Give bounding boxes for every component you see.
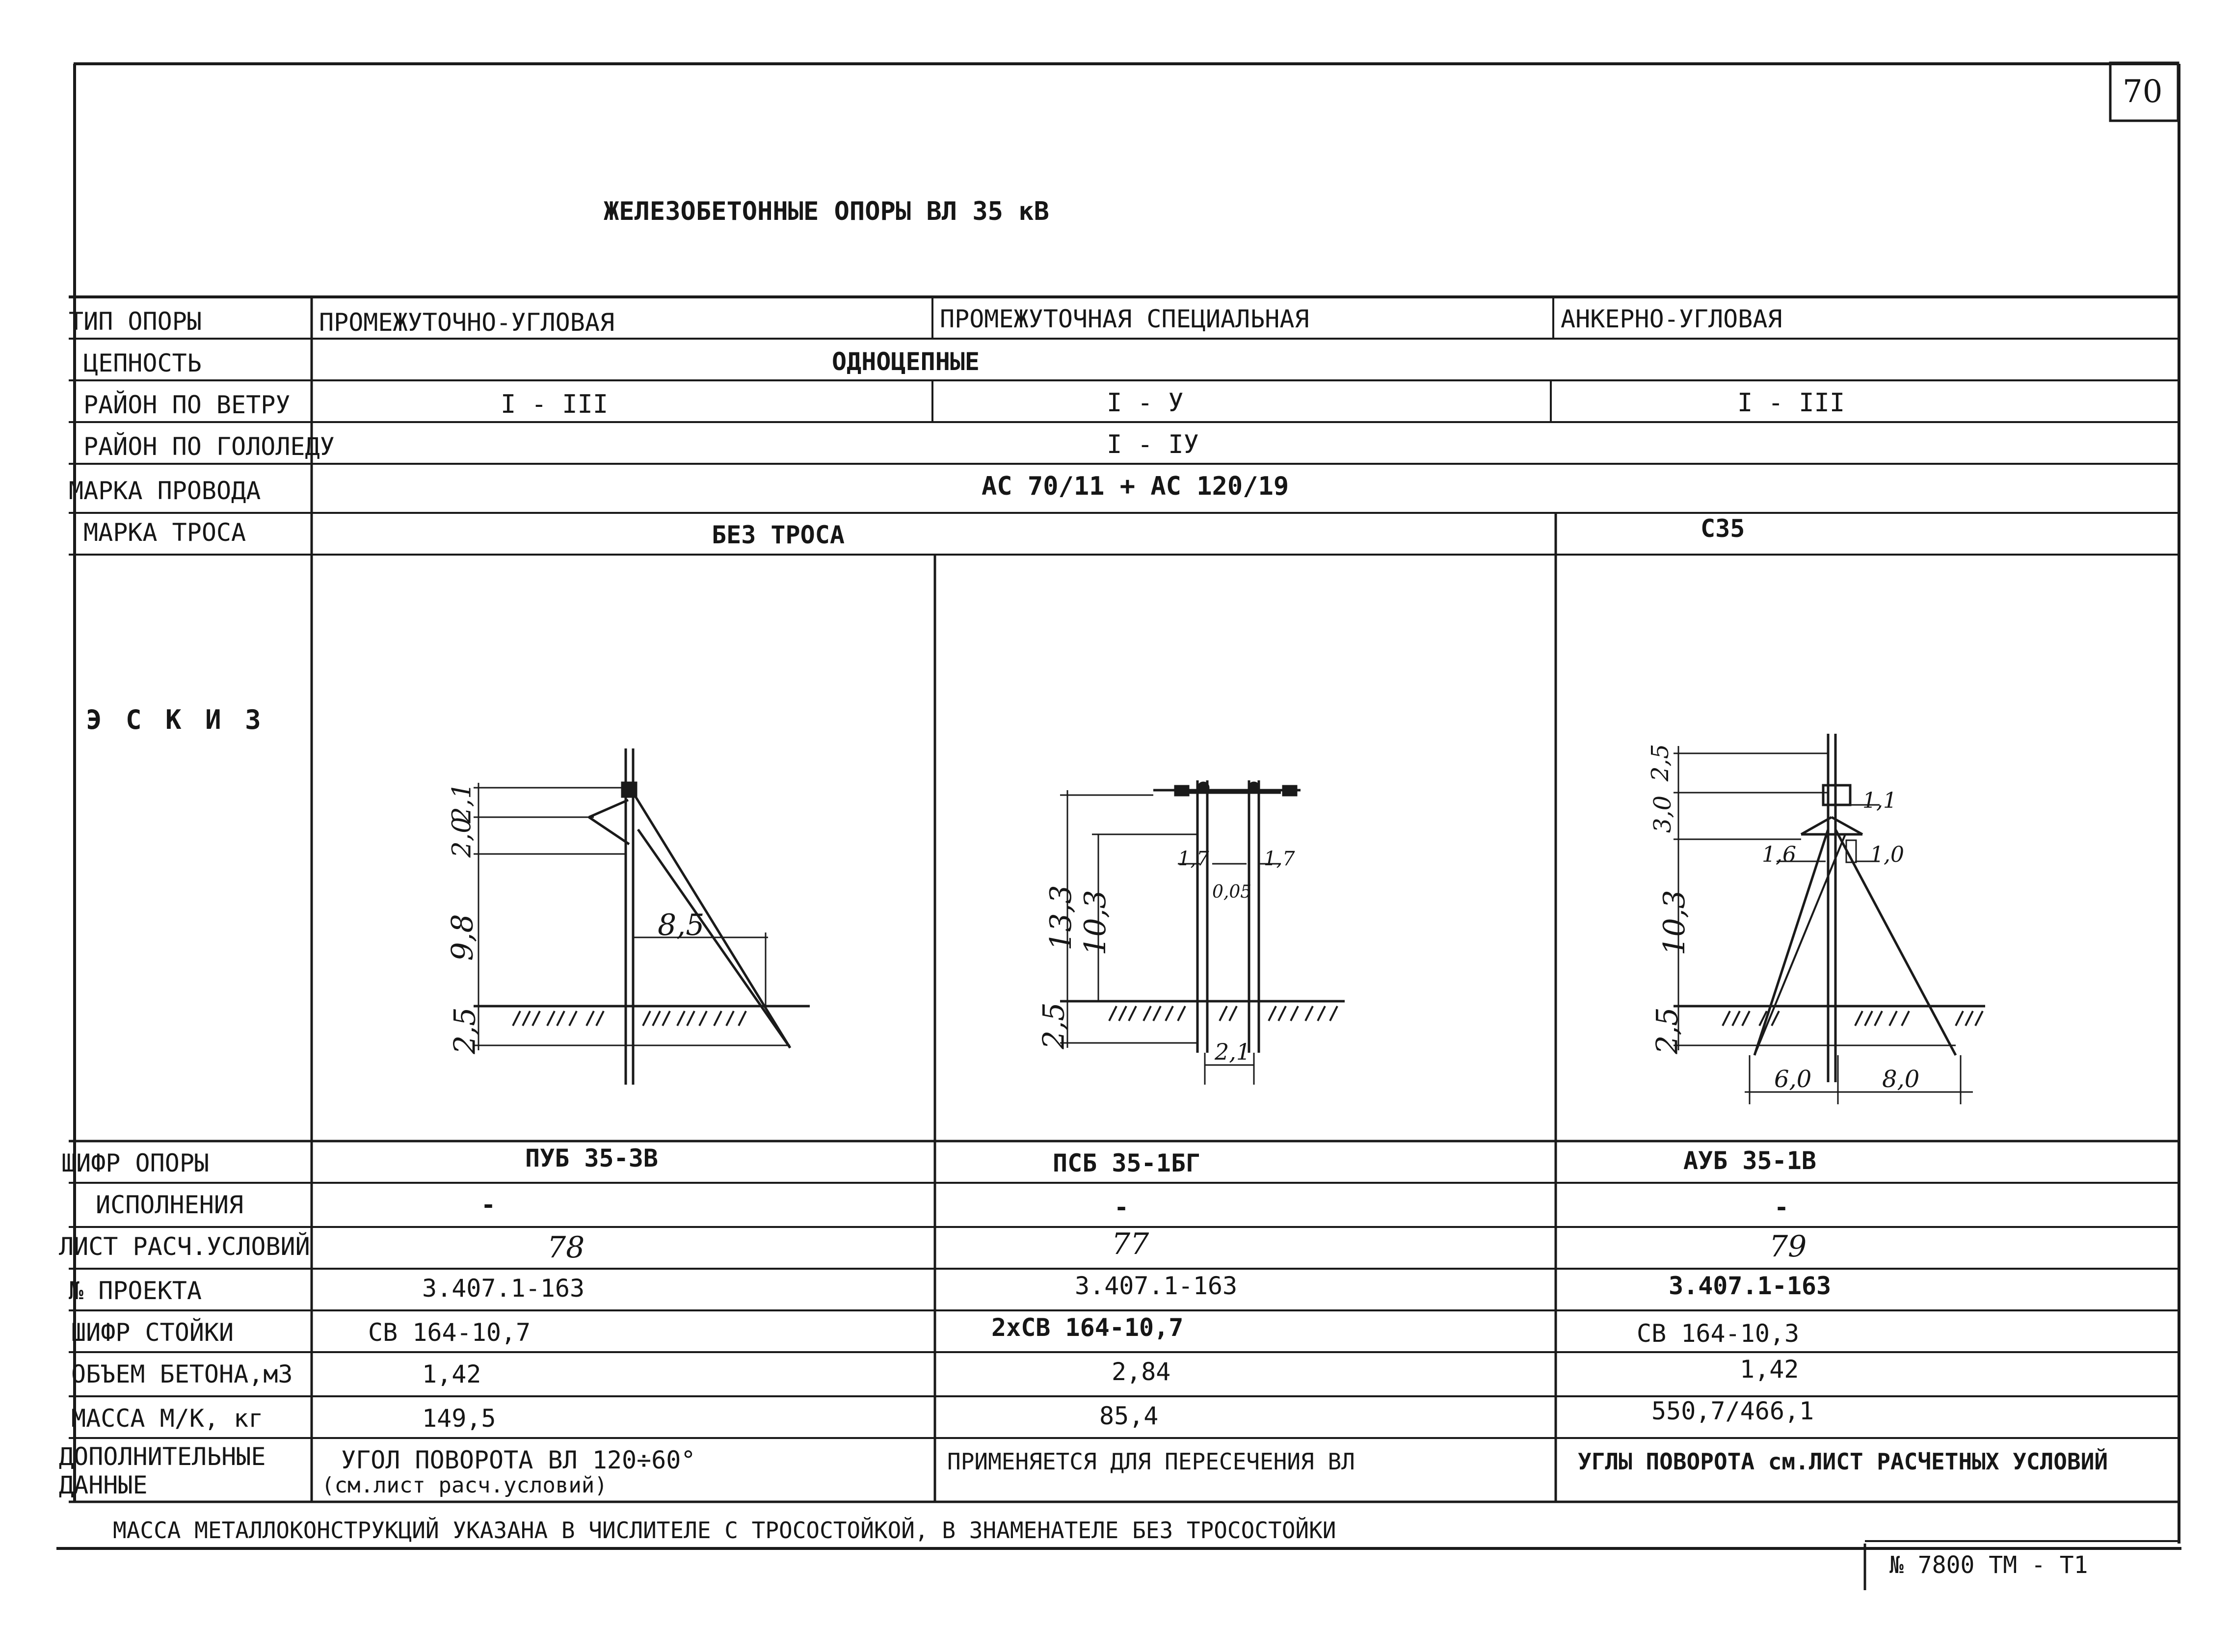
page-number: 70 bbox=[2123, 74, 2163, 110]
cable-col3: С35 bbox=[1701, 514, 1745, 543]
dim-3-arm-top: 1,1 bbox=[1862, 788, 1897, 813]
dim-3-arm-r: 1,0 bbox=[1870, 842, 1904, 867]
label-variants: ИСПОЛНЕНИЯ bbox=[96, 1191, 244, 1219]
extra-col1-line1: УГОЛ ПОВОРОТА ВЛ 120÷60° bbox=[341, 1446, 696, 1474]
cable-col12: БЕЗ ТРОСА bbox=[712, 521, 845, 549]
label-ice: РАЙОН ПО ГОЛОЛЕДУ bbox=[83, 432, 335, 461]
circuits-value: ОДНОЦЕПНЫЕ bbox=[832, 347, 980, 376]
dim-2-main: 10,3 bbox=[1078, 890, 1113, 956]
dim-2-gap: 0,05 bbox=[1212, 882, 1252, 902]
dim-3-right: 8,0 bbox=[1882, 1066, 1920, 1093]
dim-3-left: 6,0 bbox=[1774, 1066, 1812, 1093]
dim-2-base: 2,5 bbox=[1036, 1002, 1071, 1049]
project-col2: 3.407.1-163 bbox=[1075, 1272, 1238, 1300]
page-title: ЖЕЛЕЗОБЕТОННЫЕ ОПОРЫ ВЛ 35 кВ bbox=[604, 197, 1049, 226]
label-cable: МАРКА ТРОСА bbox=[83, 518, 246, 547]
dim-2-arm1: 1,7 bbox=[1178, 848, 1209, 870]
variants-col1: - bbox=[481, 1191, 496, 1219]
ice-value: I - IУ bbox=[1107, 430, 1199, 459]
sketch-pole-1 bbox=[474, 748, 810, 1085]
wire-value: АС 70/11 + АС 120/19 bbox=[982, 472, 1289, 501]
sheet-col3: 79 bbox=[1769, 1229, 1807, 1264]
code-col2: ПСБ 35-1БГ bbox=[1053, 1149, 1201, 1177]
extra-col1-line2: (см.лист расч.условий) bbox=[321, 1473, 608, 1498]
dim-1-top2: 2,0 bbox=[447, 817, 477, 858]
project-col1: 3.407.1-163 bbox=[422, 1274, 585, 1303]
dim-1-guy: 8,5 bbox=[658, 908, 705, 942]
label-code: ШИФР ОПОРЫ bbox=[61, 1149, 210, 1177]
label-project: № ПРОЕКТА bbox=[69, 1277, 202, 1305]
type-col3: АНКЕРНО-УГЛОВАЯ bbox=[1561, 305, 1782, 333]
sheet-col1: 78 bbox=[547, 1230, 585, 1265]
extra-col3: УГЛЫ ПОВОРОТА см.ЛИСТ РАСЧЕТНЫХ УСЛОВИЙ bbox=[1578, 1448, 2108, 1475]
wind-col1: I - III bbox=[501, 390, 609, 419]
sketch-pole-3 bbox=[1674, 734, 1985, 1104]
type-col1: ПРОМЕЖУТОЧНО-УГЛОВАЯ bbox=[319, 308, 615, 337]
variants-col3: - bbox=[1774, 1193, 1789, 1222]
dim-3-main: 10,3 bbox=[1657, 890, 1692, 956]
project-col3: 3.407.1-163 bbox=[1669, 1272, 1832, 1300]
mass-col2: 85,4 bbox=[1099, 1402, 1159, 1430]
dim-3-top: 2,5 bbox=[1647, 744, 1674, 782]
dim-3-base: 2,5 bbox=[1650, 1007, 1685, 1054]
stamp: № 7800 ТМ - Т1 bbox=[1889, 1551, 2088, 1579]
variants-col2: - bbox=[1114, 1193, 1129, 1222]
dim-1-base: 2,5 bbox=[448, 1007, 482, 1054]
label-type: ТИП ОПОРЫ bbox=[69, 307, 202, 336]
wind-col2: I - У bbox=[1107, 388, 1184, 418]
dim-1-top1: 2,1 bbox=[447, 782, 477, 824]
sheet-col2: 77 bbox=[1112, 1227, 1149, 1261]
pole-col1: СВ 164-10,7 bbox=[368, 1318, 531, 1347]
wind-col3: I - III bbox=[1737, 388, 1845, 418]
concrete-col1: 1,42 bbox=[422, 1360, 481, 1388]
mass-col3: 550,7/466,1 bbox=[1651, 1397, 1814, 1425]
dim-2-arm2: 1,7 bbox=[1264, 848, 1295, 870]
pole-col3: СВ 164-10,3 bbox=[1637, 1319, 1800, 1348]
footnote: МАССА МЕТАЛЛОКОНСТРУКЦИЙ УКАЗАНА В ЧИСЛИТЕЛЕ С ТРОСОСТОЙКОЙ, В ЗНАМЕНАТЕЛЕ БЕЗ ТРОСОСТОЙКИ bbox=[113, 1517, 1336, 1544]
concrete-col3: 1,42 bbox=[1740, 1355, 1799, 1384]
label-wire: МАРКА ПРОВОДА bbox=[69, 477, 261, 505]
dim-1-main: 9,8 bbox=[445, 914, 480, 961]
label-sketch: Э С К И З bbox=[86, 704, 265, 735]
type-col2: ПРОМЕЖУТОЧНАЯ СПЕЦИАЛЬНАЯ bbox=[940, 305, 1309, 333]
code-col1: ПУБ 35-3В bbox=[525, 1144, 658, 1172]
code-col3: АУБ 35-1В bbox=[1683, 1146, 1816, 1175]
label-wind: РАЙОН ПО ВЕТРУ bbox=[83, 391, 291, 419]
label-mass: МАССА М/К, кг bbox=[71, 1404, 264, 1433]
label-pole: ШИФР СТОЙКИ bbox=[71, 1318, 234, 1347]
label-extra: ДОПОЛНИТЕЛЬНЫЕ ДАННЫЕ bbox=[59, 1442, 266, 1499]
concrete-col2: 2,84 bbox=[1112, 1358, 1171, 1386]
label-concrete: ОБЪЕМ БЕТОНА,м3 bbox=[71, 1360, 293, 1388]
dim-2-total: 13,3 bbox=[1043, 885, 1078, 951]
dim-2-span: 2,1 bbox=[1215, 1039, 1251, 1065]
pole-col2: 2хСВ 164-10,7 bbox=[991, 1313, 1184, 1342]
dim-3-arm-l: 1,6 bbox=[1762, 842, 1796, 867]
label-circuits: ЦЕПНОСТЬ bbox=[83, 349, 202, 377]
label-sheet: ЛИСТ РАСЧ.УСЛОВИЙ bbox=[59, 1232, 310, 1261]
mass-col1: 149,5 bbox=[422, 1404, 496, 1433]
extra-col2: ПРИМЕНЯЕТСЯ ДЛЯ ПЕРЕСЕЧЕНИЯ ВЛ bbox=[947, 1448, 1355, 1475]
dim-3-upper: 3,0 bbox=[1649, 795, 1677, 833]
